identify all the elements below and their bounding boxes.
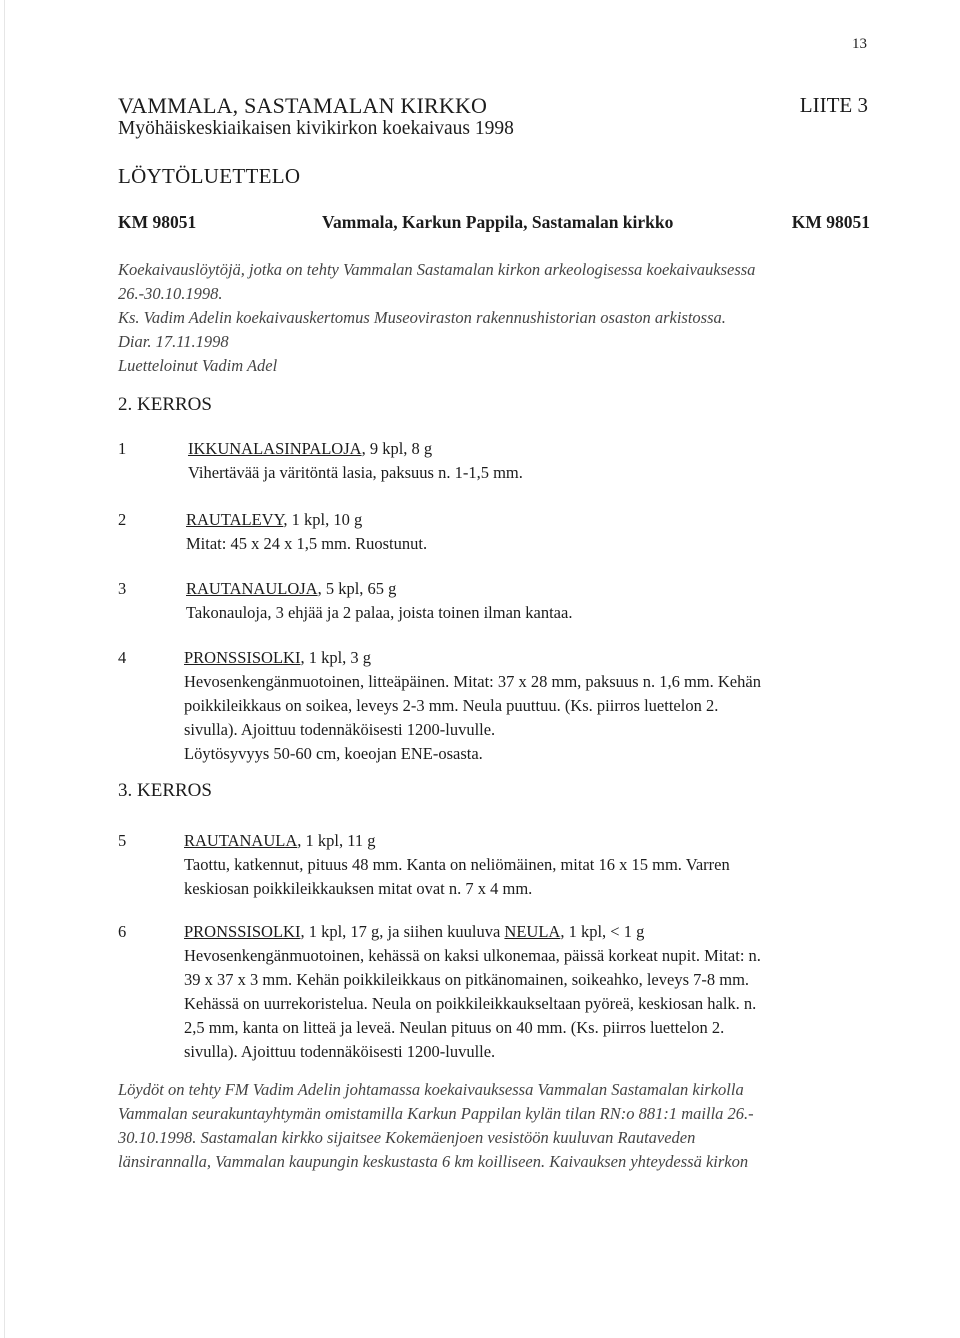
intro-line: Koekaivauslöytöjä, jotka on tehty Vammalan Sastamalan kirkon arkeologisessa koekaivauksessa xyxy=(118,260,756,279)
item-description: 2,5 mm, kanta on litteä ja leveä. Neulan pituus on 40 mm. (Ks. piirros luettelon 2. xyxy=(184,1018,725,1037)
item-description: Hevosenkengänmuotoinen, kehässä on kaksi ulkonemaa, päissä korkeat nupit. Mitat: n. xyxy=(184,946,761,965)
item-number: 5 xyxy=(118,831,127,850)
item-description: Hevosenkengänmuotoinen, litteäpäinen. Mitat: 37 x 28 mm, paksuus n. 1,6 mm. Kehän xyxy=(184,672,761,691)
item-description: Taottu, katkennut, pituus 48 mm. Kanta on neliömäinen, mitat 16 x 15 mm. Varren xyxy=(184,855,730,874)
item-number: 4 xyxy=(118,648,127,667)
item-name-secondary: NEULA xyxy=(504,922,561,941)
item-quantity: , 1 kpl, 17 g, ja siihen kuuluva xyxy=(300,922,505,941)
item-description: Kehässä on uurrekoristelua. Neula on poikkileikkaukseltaan pyöreä, keskiosan halk. n. xyxy=(184,994,757,1013)
scan-edge-line xyxy=(4,0,5,1338)
item-quantity: , 1 kpl, 11 g xyxy=(297,831,376,850)
item-number: 3 xyxy=(118,579,127,598)
item-description: Mitat: 45 x 24 x 1,5 mm. Ruostunut. xyxy=(186,534,428,553)
item-name: PRONSSISOLKI xyxy=(184,922,301,941)
item-name: RAUTALEVY xyxy=(186,510,284,529)
item-description: Vihertävää ja väritöntä lasia, paksuus n. 1-1,5 mm. xyxy=(188,463,523,482)
section-heading-kerros-2: 2. KERROS xyxy=(118,394,212,415)
item-description: keskiosan poikkileikkauksen mitat ovat n. 7 x 4 mm. xyxy=(184,879,533,898)
footer-paragraph xyxy=(118,1078,878,1174)
item-description: sivulla). Ajoittuu todennäköisesti 1200-luvulle. xyxy=(184,1042,496,1061)
document-subtitle: Myöhäiskeskiaikaisen kivikirkon koekaivaus 1998 xyxy=(118,118,514,139)
item-number: 6 xyxy=(118,922,127,941)
item-quantity: , 1 kpl, 3 g xyxy=(300,648,372,667)
document-title: VAMMALA, SASTAMALAN KIRKKO xyxy=(118,93,488,118)
footer-line: Löydöt on tehty FM Vadim Adelin johtamassa koekaivauksessa Vammalan Sastamalan kirkolla xyxy=(118,1080,744,1099)
item-name: PRONSSISOLKI xyxy=(184,648,301,667)
item-number: 2 xyxy=(118,510,127,529)
item-name: RAUTANAULA xyxy=(184,831,298,850)
item-description: poikkileikkaus on soikea, leveys 2-3 mm. Neula puuttuu. (Ks. piirros luettelon 2. xyxy=(184,696,719,715)
appendix-label: LIITE 3 xyxy=(799,93,868,117)
intro-paragraph xyxy=(118,258,878,378)
intro-line: Ks. Vadim Adelin koekaivauskertomus Museoviraston rakennushistorian osaston arkistossa. xyxy=(118,308,726,327)
item-description: 39 x 37 x 3 mm. Kehän poikkileikkaus on pitkänomainen, soikeahko, leveys 7-8 mm. xyxy=(184,970,750,989)
item-name: IKKUNALASINPALOJA xyxy=(188,439,362,458)
catalogue-number-left: KM 98051 xyxy=(118,212,197,232)
item-description: sivulla). Ajoittuu todennäköisesti 1200-luvulle. xyxy=(184,720,496,739)
page-number: 13 xyxy=(852,36,867,52)
footer-line: 30.10.1998. Sastamalan kirkko sijaitsee Kokemäenjoen vesistöön kuuluvan Rautaveden xyxy=(118,1128,696,1147)
item-description: Löytösyvyys 50-60 cm, koeojan ENE-osasta. xyxy=(184,744,483,763)
footer-line: länsirannalla, Vammalan kaupungin keskustasta 6 km koilliseen. Kaivauksen yhteydessä kirkon xyxy=(118,1152,749,1171)
section-heading-kerros-3: 3. KERROS xyxy=(118,780,212,801)
list-title: LÖYTÖLUETTELO xyxy=(118,164,301,188)
intro-line: Diar. 17.11.1998 xyxy=(118,332,229,351)
item-description: Takonauloja, 3 ehjää ja 2 palaa, joista toinen ilman kantaa. xyxy=(186,603,573,622)
footer-line: Vammalan seurakuntayhtymän omistamilla Karkun Pappilan kylän tilan RN:o 881:1 mailla 26.- xyxy=(118,1104,754,1123)
site-name: Vammala, Karkun Pappila, Sastamalan kirkko xyxy=(322,212,674,232)
item-quantity: , 5 kpl, 65 g xyxy=(317,579,397,598)
item-name: RAUTANAULOJA xyxy=(186,579,318,598)
intro-line: Luetteloinut Vadim Adel xyxy=(118,356,278,375)
intro-line: 26.-30.10.1998. xyxy=(118,284,223,303)
item-quantity-secondary: , 1 kpl, < 1 g xyxy=(560,922,645,941)
item-quantity: , 1 kpl, 10 g xyxy=(283,510,363,529)
catalogue-number-right: KM 98051 xyxy=(791,212,870,232)
item-number: 1 xyxy=(118,439,127,458)
item-quantity: , 9 kpl, 8 g xyxy=(361,439,433,458)
catalogue-row xyxy=(118,212,870,233)
